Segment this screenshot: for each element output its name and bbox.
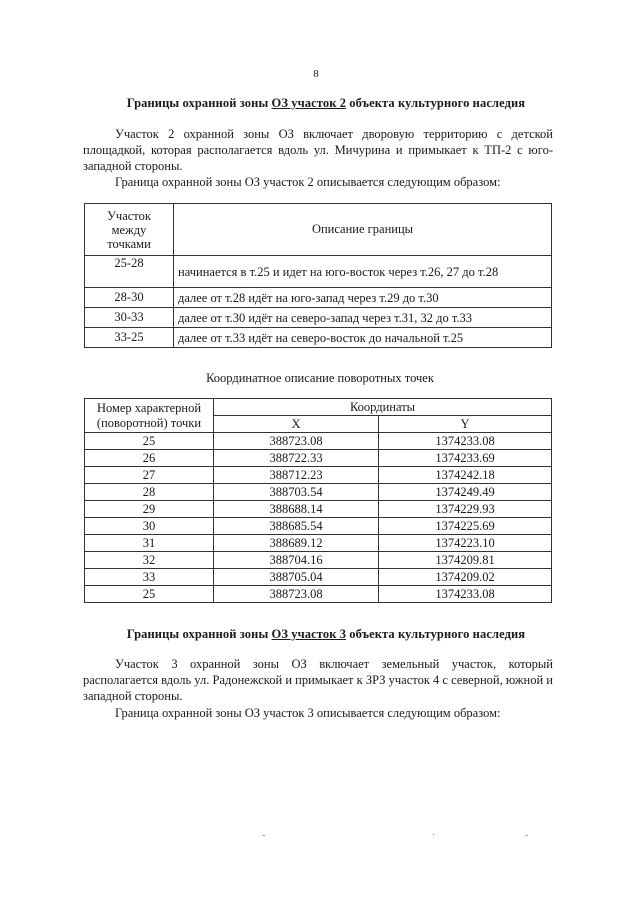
row-points: 30-33 (85, 308, 174, 328)
table-row (85, 484, 552, 501)
cell-n: 31 (85, 535, 214, 552)
table-row (85, 288, 552, 308)
section2-heading-underlined: ОЗ участок 2 (271, 96, 347, 110)
header-coordinates: Координаты (214, 399, 552, 416)
row-points: 33-25 (85, 328, 174, 348)
cell-y: 1374223.10 (379, 535, 552, 552)
table-row (85, 552, 552, 569)
cell-x: 388723.08 (214, 586, 379, 603)
table-row (85, 535, 552, 552)
cell-y: 1374233.69 (379, 450, 552, 467)
row-description: далее от т.28 идёт на юго-запад через т.29 до т.30 (174, 288, 552, 308)
table-row (85, 256, 552, 288)
cell-y: 1374242.18 (379, 467, 552, 484)
scan-mark: · (432, 830, 436, 841)
header-points: Участок между точками (85, 204, 174, 256)
section3-heading-pre: Границы охранной зоны (126, 627, 272, 641)
cell-x: 388705.04 (214, 569, 379, 586)
cell-x: 388689.12 (214, 535, 379, 552)
section3-heading-post: объекта культурного наследия (346, 627, 526, 641)
section2-heading (60, 96, 592, 111)
cell-x: 388704.16 (214, 552, 379, 569)
coordinates-table (84, 398, 552, 603)
table-row (85, 328, 552, 348)
cell-y: 1374249.49 (379, 484, 552, 501)
cell-x: 388688.14 (214, 501, 379, 518)
table-row (85, 433, 552, 450)
cell-y: 1374209.81 (379, 552, 552, 569)
cell-n: 25 (85, 586, 214, 603)
section3-heading-underlined: ОЗ участок 3 (271, 627, 347, 641)
cell-y: 1374233.08 (379, 586, 552, 603)
cell-x: 388722.33 (214, 450, 379, 467)
table-row (85, 586, 552, 603)
section2-intro-line: Граница охранной зоны ОЗ участок 2 описывается следующим образом: (115, 175, 501, 189)
header-point-number: Номер характерной (поворотной) точки (85, 399, 214, 433)
cell-n: 27 (85, 467, 214, 484)
section3-heading (60, 627, 592, 642)
cell-y: 1374209.02 (379, 569, 552, 586)
table-row (85, 501, 552, 518)
page-number: 8 (313, 68, 319, 80)
row-description: далее от т.30 идёт на северо-запад через т.31, 32 до т.33 (174, 308, 552, 328)
row-points: 25-28 (85, 256, 174, 288)
row-points: 28-30 (85, 288, 174, 308)
boundary-table (84, 203, 552, 348)
cell-y: 1374233.08 (379, 433, 552, 450)
row-description: начинается в т.25 и идет на юго-восток через т.26, 27 до т.28 (174, 256, 552, 288)
coords-body (85, 433, 552, 603)
table-row (85, 308, 552, 328)
cell-n: 28 (85, 484, 214, 501)
section2-heading-post: объекта культурного наследия (346, 96, 526, 110)
cell-x: 388703.54 (214, 484, 379, 501)
coords-caption: Координатное описание поворотных точек (206, 371, 434, 385)
header-description: Описание границы (174, 204, 552, 256)
table-row (85, 569, 552, 586)
header-y: Y (379, 416, 552, 433)
section3-paragraph: Участок 3 охранной зоны ОЗ включает земельный участок, который располагается вдоль ул. Радонежской и примыкает к ЗРЗ участок 4 с северной, южной и западной стороны. (83, 657, 553, 703)
section2-heading-pre: Границы охранной зоны (126, 96, 272, 110)
header-x: X (214, 416, 379, 433)
cell-n: 33 (85, 569, 214, 586)
cell-n: 32 (85, 552, 214, 569)
scan-mark: - (262, 830, 266, 841)
boundary-table-header (85, 204, 552, 256)
cell-n: 29 (85, 501, 214, 518)
cell-x: 388685.54 (214, 518, 379, 535)
cell-x: 388712.23 (214, 467, 379, 484)
cell-n: 25 (85, 433, 214, 450)
section3-intro-line: Граница охранной зоны ОЗ участок 3 описывается следующим образом: (115, 706, 501, 720)
cell-n: 30 (85, 518, 214, 535)
table-row (85, 518, 552, 535)
row-description: далее от т.33 идёт на северо-восток до начальной т.25 (174, 328, 552, 348)
coords-header-row (85, 399, 552, 416)
cell-n: 26 (85, 450, 214, 467)
cell-y: 1374225.69 (379, 518, 552, 535)
section2-paragraph: Участок 2 охранной зоны ОЗ включает дворовую территорию с детской площадкой, которая располагается вдоль ул. Мичурина и примыкает к ТП-2 с юго-западной стороны. (83, 127, 553, 173)
table-row (85, 467, 552, 484)
scan-mark: - (525, 830, 529, 841)
cell-x: 388723.08 (214, 433, 379, 450)
table-row (85, 450, 552, 467)
cell-y: 1374229.93 (379, 501, 552, 518)
